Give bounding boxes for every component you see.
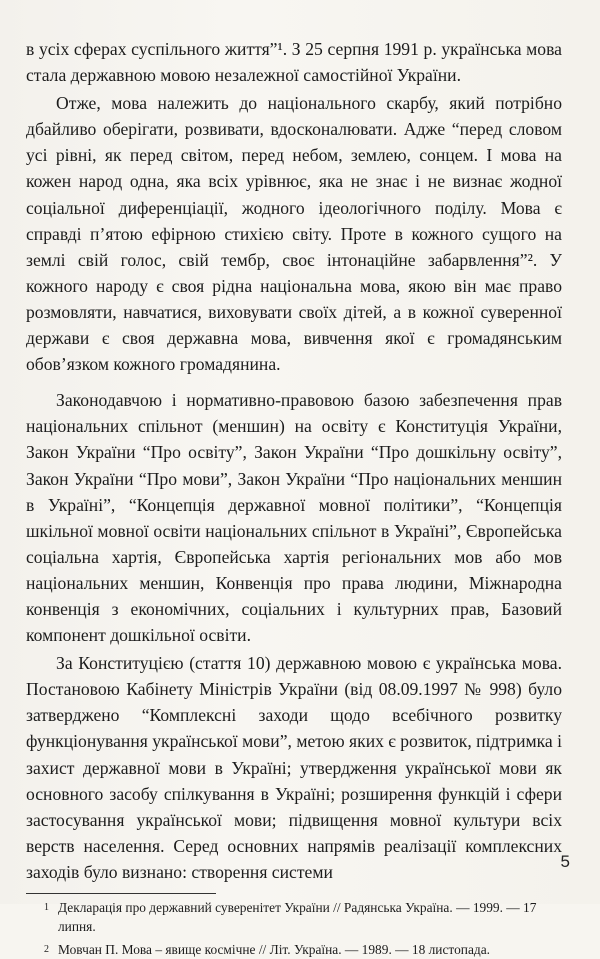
footnote-2 (26, 940, 562, 959)
paragraph-1: в усіх сферах суспільного життя”¹. З 25 серпня 1991 р. українська мова стала державною мовою незалежної самостійної України. (26, 39, 562, 86)
paragraph-4: За Конституцією (стаття 10) державною мовою є українська мова. Постановою Кабінету Міністрів України (від 08.09.1997 № 998) було затверджено “Комплексні заходи щодо всебічного розвитку функціонування української мови”, метою яких є розвиток, підтримка і захист державної мови в Україні; утвердження української мови як основного засобу спілкування в Україні; розширення функцій і сфери застосування української мови; підвищення мовної культури всіх верств населення. Серед основних напрямів реалізації комплексних заходів було визнано: створення системи (26, 653, 563, 882)
footnote-2-number: 2 (44, 944, 49, 955)
footnote-1-text: Декларація про державний суверенітет України // Радянська Україна. — 1999. — 17 липня. (58, 900, 537, 934)
paragraph-3: Законодавчою і нормативно-правовою базою забезпечення прав національних спільнот (меншин) на освіту є Конституція України, Закон України “Про освіту”, Закон України “Про дошкільну освіту”, Закон України “Про мови”, Закон України “Про національних меншин в Україні”, “Концепція державної мовної політики”, “Концепція шкільної мовної освіти національних спільнот в Україні”, Європейська соціальна хартія, Європейська хартія регіональних мов або мов національних меншин, Конвенція про права людини, Міжнародна конвенція з економічних, соціальних і культурних прав, Базовий компонент дошкільної освіти. (26, 390, 562, 646)
footnotes (26, 898, 562, 959)
footnote-1-number: 1 (44, 902, 49, 913)
paragraph-2: Отже, мова належить до національного скарбу, який потрібно дбайливо оберігати, розвивати, вдосконалювати. Адже “перед словом усі рівні, як перед світом, перед небом, землею, сонцем. І мова на кожен народ одна, яка всіх урівнює, яка не знає і не визнає жодної соціальної диференціації, жодного ідеологічного поділу. Мова є справді п’ятою ефірною стихією світу. Проте в кожного сущого на землі свій голос, свій тембр, своє інтонаційне забарвлення”². У кожного народу є своя рідна національна мова, якою він має право розмовляти, навчатися, виховувати своїх дітей, а в кожної суверенної держави є своя державна мова, вивчення якої є громадянським обов’язком кожного громадянина. (26, 93, 562, 375)
main-text (26, 36, 562, 885)
footnote-2-text: Мовчан П. Мова – явище космічне // Літ. Україна. — 1989. — 18 листопада. (58, 942, 490, 957)
footnote-separator (26, 893, 216, 894)
page-number: 5 (560, 852, 570, 871)
